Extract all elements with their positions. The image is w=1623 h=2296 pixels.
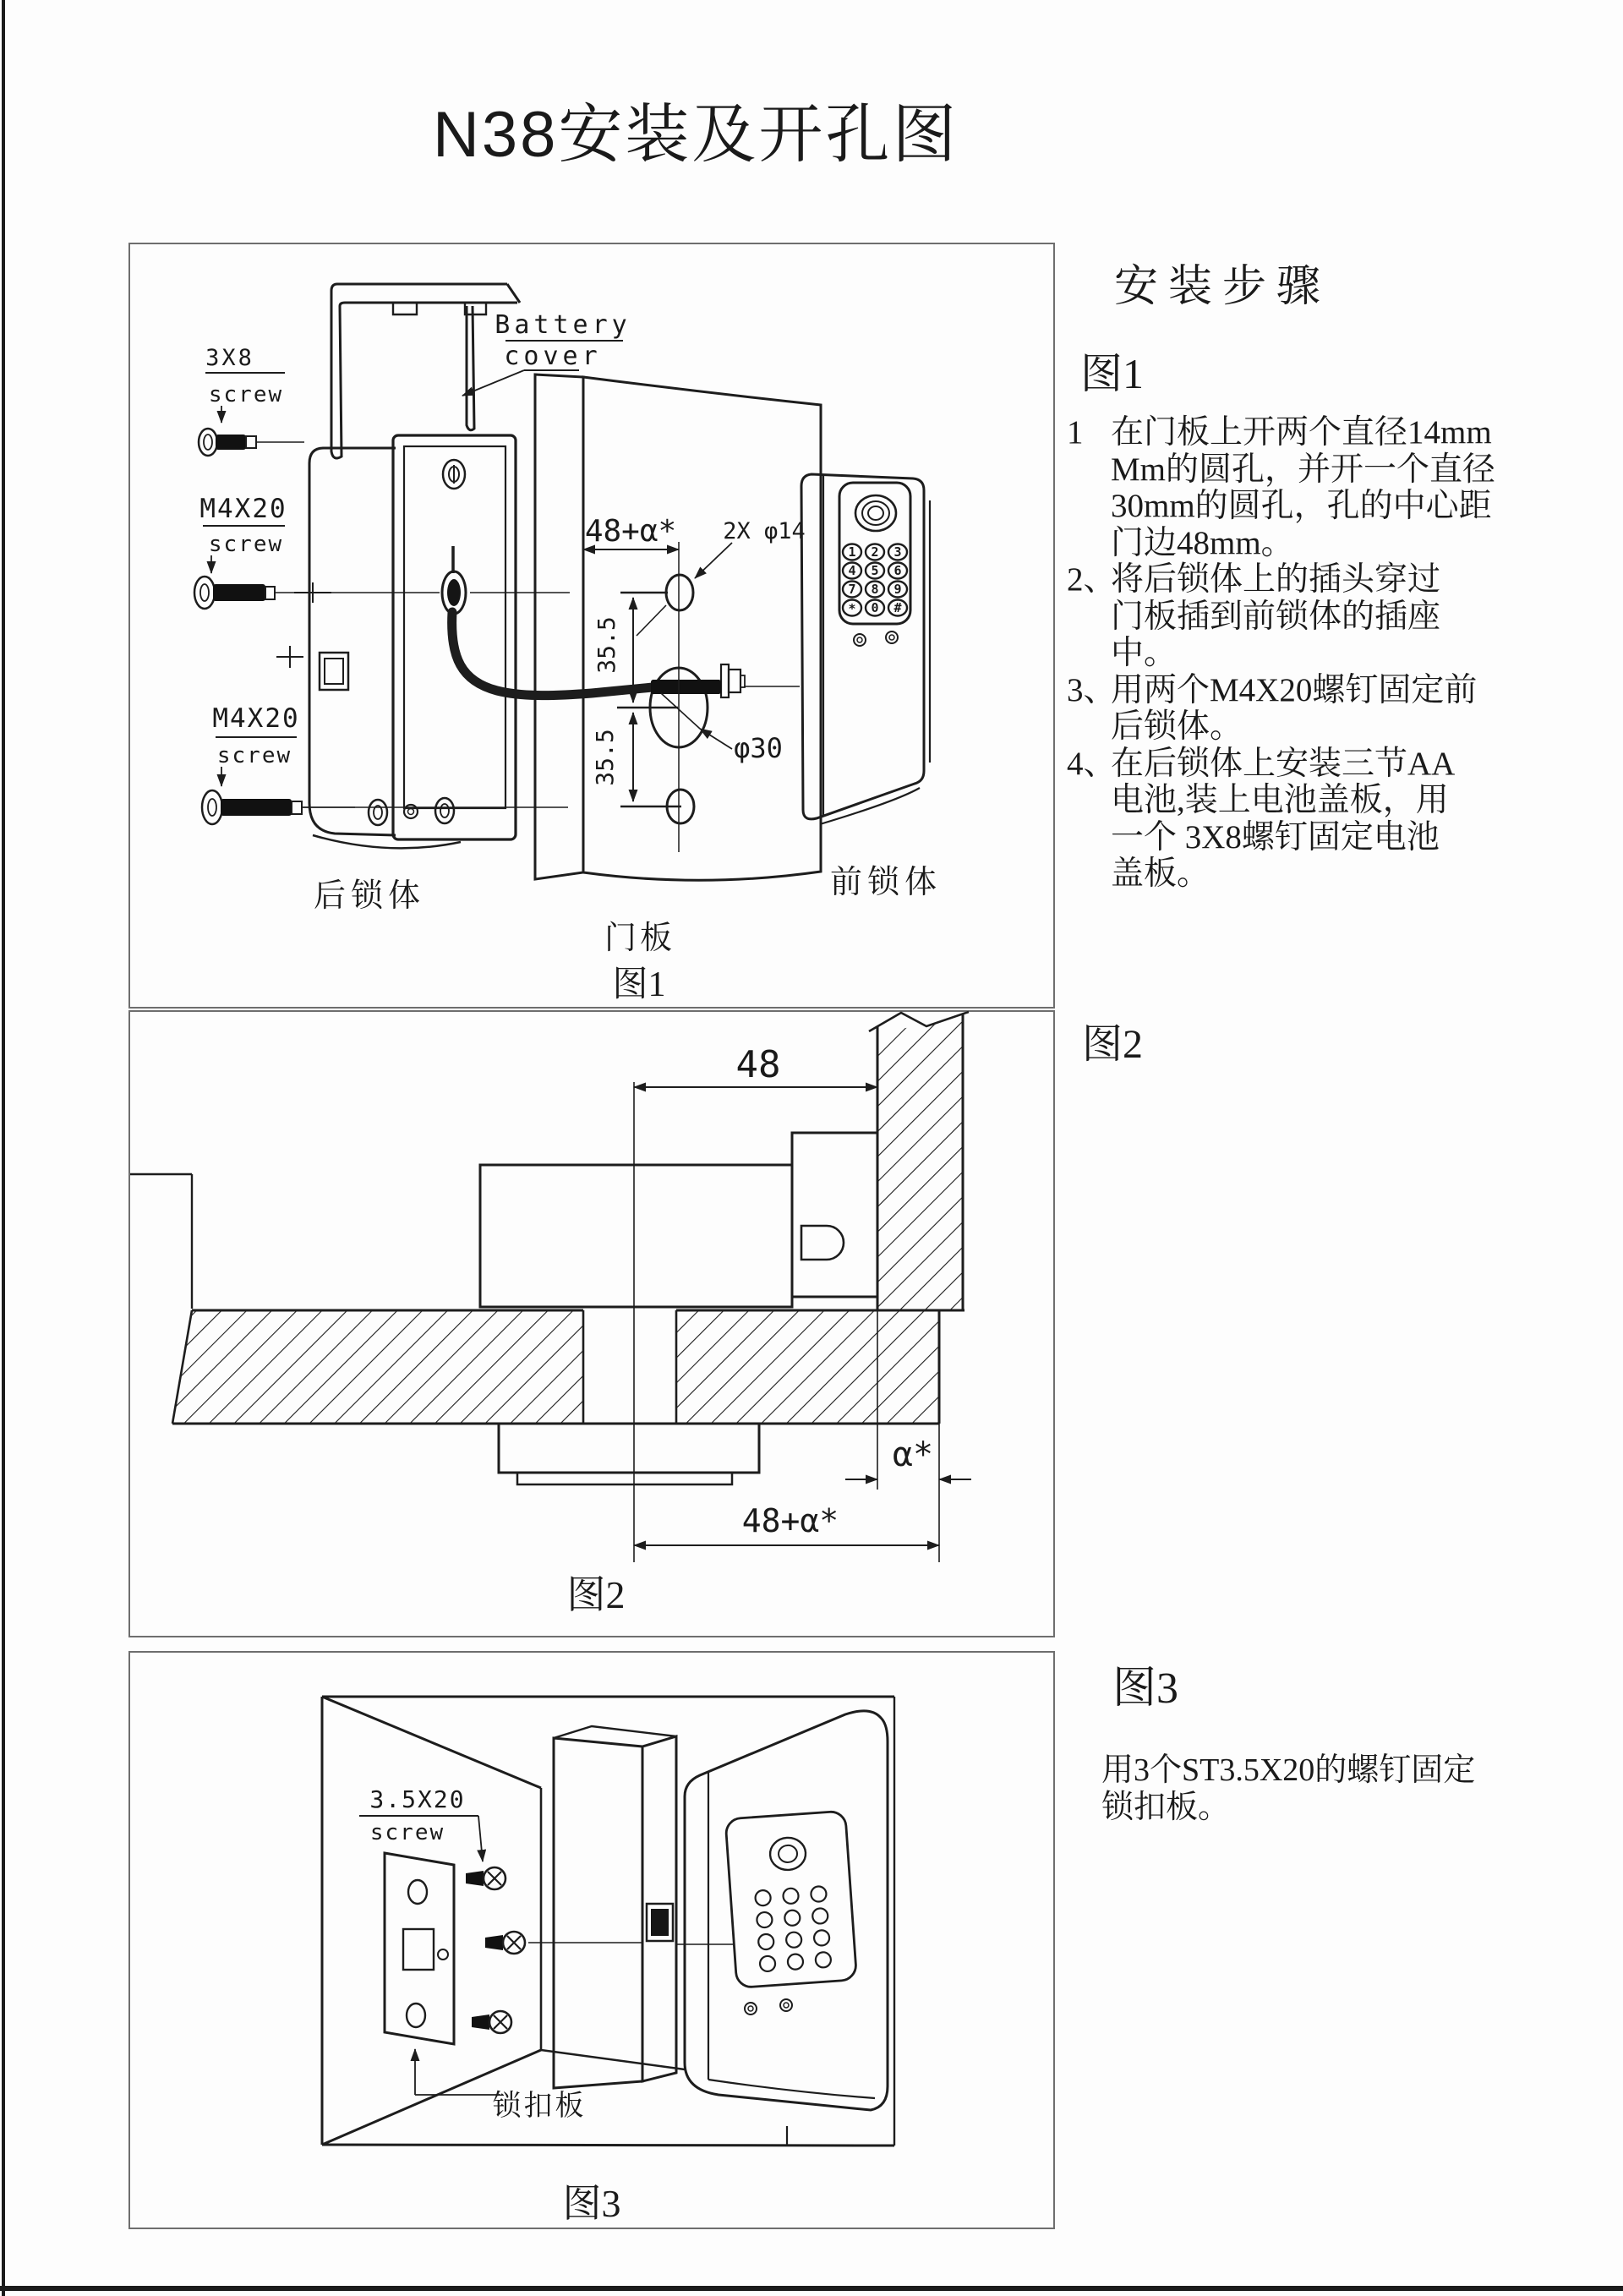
step-2-line-2: 门板插到前锁体的插座 <box>1111 598 1441 635</box>
key-6: 6 <box>893 563 902 578</box>
step-4 <box>1067 746 1608 893</box>
step-1-line-4: 门边48mm。 <box>1111 524 1294 561</box>
strike-plate-drawing <box>385 1853 454 2044</box>
key-hash: # <box>893 600 902 615</box>
front-body-label: 前锁体 <box>829 865 943 900</box>
screw-3x8-word: screw <box>208 382 284 407</box>
screw-m4x20-bottom <box>202 703 355 824</box>
fig3-keypad-dots <box>755 1886 831 1972</box>
key-star: * <box>848 601 856 616</box>
key-2: 2 <box>871 544 879 560</box>
step-1-line-1: 在门板上开两个直径14mm <box>1111 414 1492 451</box>
figure3-drawing <box>128 1651 1052 2226</box>
fig3-section-label: 图3 <box>1112 1665 1179 1713</box>
battery-cover-line1: Battery <box>495 310 631 340</box>
fig3-note <box>1101 1752 1609 1826</box>
page-border-left <box>2 0 5 2296</box>
key-4: 4 <box>848 563 856 578</box>
led-left <box>854 634 866 646</box>
dim-2x-phi14: 2X φ14 <box>723 518 806 544</box>
fig3-front-unit <box>685 1711 888 2146</box>
dim-35-5-bottom: 35.5 <box>591 729 619 786</box>
screw-m4x20-bottom-word: screw <box>216 743 292 768</box>
screw-3x8-size: 3X8 <box>205 345 254 371</box>
fig3-scene <box>322 1697 894 2146</box>
battery-cover-line2: cover <box>504 342 602 371</box>
fig3-labels <box>359 1785 587 2122</box>
led-right <box>886 631 898 643</box>
door-label: 门板 <box>604 921 676 956</box>
fig3-screws <box>466 1867 525 2033</box>
battery-cover-label <box>462 310 631 396</box>
step-1-number: 1 <box>1067 414 1084 451</box>
step-2-line-3: 中。 <box>1111 635 1178 671</box>
screw-m4x20-top-word: screw <box>208 532 284 557</box>
keypad <box>843 544 907 617</box>
screw-3-5x20-word: screw <box>369 1820 445 1845</box>
dim-48-alpha-fig2: 48+α* <box>741 1502 839 1539</box>
key-7: 7 <box>848 582 856 597</box>
step-4-line-4: 盖板。 <box>1111 856 1210 892</box>
dim-35-5-top: 35.5 <box>593 616 620 674</box>
step-3 <box>1067 672 1608 746</box>
screw-3-5x20-size: 3.5X20 <box>369 1785 466 1813</box>
rear-body-label: 后锁体 <box>313 878 426 914</box>
battery-cover-bracket <box>331 284 520 458</box>
fig1-caption: 图1 <box>612 965 666 1004</box>
key-5: 5 <box>871 563 879 578</box>
strike-plate-label: 锁扣板 <box>492 2091 587 2122</box>
fig1-dimensions <box>583 514 806 801</box>
key-9: 9 <box>893 582 902 597</box>
fig3-note-line-1: 用3个ST3.5X20的螺钉固定 <box>1101 1752 1476 1788</box>
fig3-caption: 图3 <box>562 2182 621 2225</box>
door-panel-drawing <box>535 374 821 880</box>
key-8: 8 <box>871 582 879 597</box>
key-3: 3 <box>893 544 902 560</box>
step-1-line-2: Mm的圆孔，并开一个直径 <box>1111 451 1496 488</box>
figure1-drawing <box>128 243 1052 1005</box>
step-3-line-1: 用两个M4X20螺钉固定前 <box>1111 671 1478 708</box>
screw-m4x20-top <box>194 494 355 609</box>
step-2 <box>1067 561 1608 672</box>
screw-m4x20-bottom-size: M4X20 <box>212 703 300 734</box>
fig3-note-line-2: 锁扣板。 <box>1101 1790 1231 1825</box>
rear-lock-body-drawing <box>309 435 516 848</box>
step-4-line-3: 一个 3X8螺钉固定电池 <box>1111 818 1440 856</box>
step-3-line-2: 后锁体。 <box>1111 708 1243 745</box>
figure2-drawing <box>128 1010 1052 1634</box>
fig1-section-label: 图1 <box>1080 350 1144 397</box>
step-1-line-3: 30mm的圆孔，孔的中心距 <box>1111 488 1492 524</box>
step-2-number: 2、 <box>1067 561 1117 598</box>
dim-phi30: φ30 <box>734 732 783 764</box>
fig2-section <box>130 1012 969 1562</box>
fig3-door-slab <box>528 1726 734 2088</box>
dim-48-alpha: 48+α* <box>584 514 677 549</box>
screw-3x8 <box>199 345 304 456</box>
screw-m4x20-top-size: M4X20 <box>199 494 287 524</box>
installation-steps <box>1067 414 1608 893</box>
steps-heading: 安装步骤 <box>1114 263 1331 311</box>
step-4-line-1: 在后锁体上安装三节AA <box>1111 745 1456 782</box>
fig2-caption: 图2 <box>566 1573 626 1616</box>
step-3-number: 3、 <box>1067 671 1117 708</box>
step-4-number: 4、 <box>1067 745 1117 782</box>
key-0: 0 <box>871 600 879 615</box>
dim-48: 48 <box>735 1043 781 1086</box>
dim-alpha: α* <box>892 1435 934 1474</box>
page-border-bottom <box>0 2286 1623 2291</box>
page-title: N38安装及开孔图 <box>433 99 959 171</box>
step-1 <box>1067 414 1608 561</box>
step-2-line-1: 将后锁体上的插头穿过 <box>1111 561 1441 598</box>
fig2-section-label: 图2 <box>1082 1022 1144 1067</box>
step-4-line-2: 电池,装上电池盖板，用 <box>1111 782 1449 818</box>
key-1: 1 <box>848 544 856 560</box>
